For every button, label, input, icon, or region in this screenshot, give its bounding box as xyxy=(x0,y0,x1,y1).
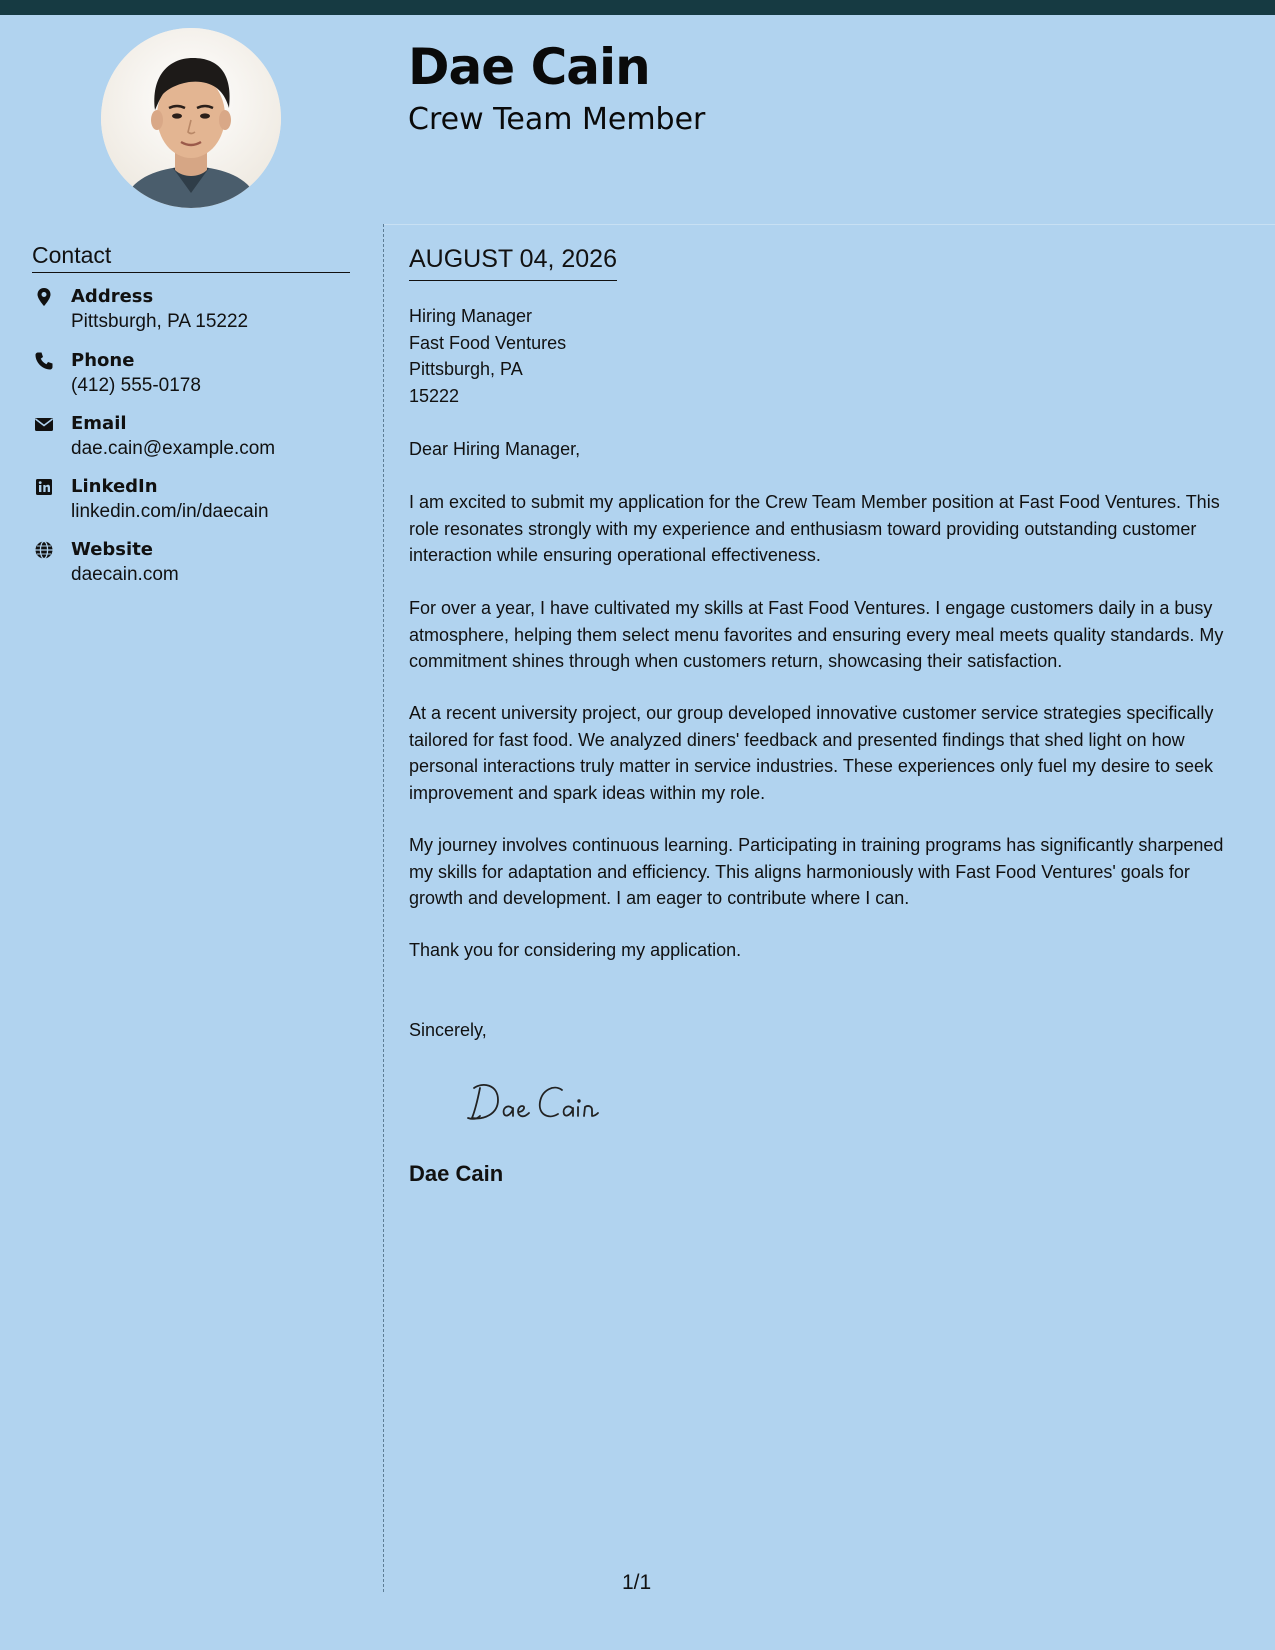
contact-address-label: Address xyxy=(71,286,154,307)
body-paragraph: I am excited to submit my application for the Crew Team Member position at Fast Food Ventures. This role resonates strongly with my experience and enthusiasm toward providing outstanding customer interaction while ensuring operational effectiveness. xyxy=(409,492,1220,565)
header-divider xyxy=(384,224,1275,225)
applicant-name: Dae Cain xyxy=(408,38,650,96)
linkedin-icon xyxy=(34,477,54,497)
contact-phone-label: Phone xyxy=(71,350,135,371)
recipient-line: 15222 xyxy=(409,385,460,406)
signer-name: Dae Cain xyxy=(409,1161,504,1186)
globe-icon xyxy=(34,540,54,560)
job-title: Crew Team Member xyxy=(408,102,706,137)
body-paragraph: My journey involves continuous learning. Participating in training programs has significantly sharpened my skills for adaptation and efficiency. This aligns harmoniously with Fast Food Ventures' goals for growth and development. I am eager to contribute where I can. xyxy=(409,835,1224,908)
envelope-icon xyxy=(34,414,54,434)
closing: Sincerely, xyxy=(409,1020,487,1040)
body-paragraph: For over a year, I have cultivated my skills at Fast Food Ventures. I engage customers daily in a busy atmosphere, helping them select menu favorites and ensuring every meal meets quality standards. My commitment shines through when customers return, showcasing their satisfaction. xyxy=(409,598,1224,671)
recipient-line: Fast Food Ventures xyxy=(409,332,567,353)
contact-email-label: Email xyxy=(71,413,127,434)
contact-linkedin-label: LinkedIn xyxy=(71,476,158,497)
contact-address-value: Pittsburgh, PA 15222 xyxy=(71,311,249,332)
contact-email-value: dae.cain@example.com xyxy=(71,438,276,459)
contact-website-value: daecain.com xyxy=(71,564,179,585)
body-paragraph: Thank you for considering my application. xyxy=(409,940,742,960)
page-number: 1/1 xyxy=(622,1571,652,1594)
recipient-line: Pittsburgh, PA xyxy=(409,359,523,379)
profile-photo xyxy=(101,28,281,208)
greeting: Dear Hiring Manager, xyxy=(409,439,581,459)
top-bar xyxy=(0,0,1275,15)
column-divider xyxy=(383,224,384,1592)
letter-date: AUGUST 04, 2026 xyxy=(409,244,617,281)
map-pin-icon xyxy=(34,287,54,307)
contact-heading: Contact xyxy=(32,240,350,273)
recipient-block xyxy=(409,303,566,409)
phone-icon xyxy=(34,351,54,371)
signature xyxy=(464,1074,624,1135)
contact-phone-value: (412) 555-0178 xyxy=(71,375,201,396)
recipient-line: Hiring Manager xyxy=(409,306,533,326)
body-paragraph: At a recent university project, our group developed innovative customer service strategies specifically tailored for fast food. We analyzed diners' feedback and presented findings that shed light on how personal interactions truly matter in service industries. These experiences only fuel my desire to seek improvement and spark ideas within my role. xyxy=(409,703,1214,803)
contact-website-label: Website xyxy=(71,539,154,560)
contact-linkedin-value: linkedin.com/in/daecain xyxy=(71,501,269,522)
